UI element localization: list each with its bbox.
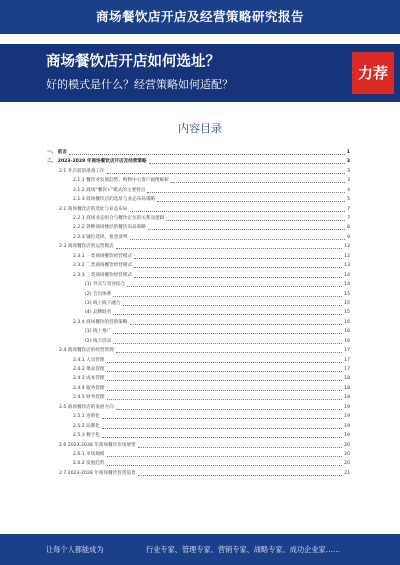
toc-leader-dots: [130, 211, 346, 212]
toc-leader-dots: [107, 371, 343, 372]
toc-entry-page: 13: [344, 263, 350, 269]
toc-entry-page: 21: [344, 470, 350, 476]
toc-entry[interactable]: [47, 365, 350, 374]
toc-entry-label: 2.2.2 各种商场楼层的餐饮布局策略: [73, 225, 146, 231]
toc-entry-page: 8: [347, 225, 350, 231]
toc-entry[interactable]: [47, 403, 350, 412]
toc-leader-dots: [102, 437, 342, 438]
toc-entry-page: 20: [344, 461, 350, 467]
toc-leader-dots: [149, 163, 345, 164]
toc-entry-label: 2.5.3 数字化: [73, 433, 100, 439]
toc-entry[interactable]: [47, 422, 350, 431]
toc-entry-label: 2.5 商场餐饮店的发展方向: [59, 404, 114, 410]
toc-entry[interactable]: [47, 214, 350, 223]
toc-entry-label: 2.4.2 菜品管理: [73, 367, 105, 373]
toc-entry-label: 二、 2023-2028 年商场餐饮店开店及经营策略: [47, 159, 147, 165]
toc-entry-page: 3: [346, 159, 350, 165]
table-of-contents: [47, 148, 350, 478]
toc-entry-page: 19: [344, 404, 350, 410]
toc-leader-dots: [107, 390, 343, 391]
toc-entry-label: 2.3.2 二类商场餐饮经营模式: [73, 263, 133, 269]
toc-leader-dots: [113, 343, 342, 344]
toc-entry-label: 2.5.1 连锁化: [73, 414, 100, 420]
toc-leader-dots: [113, 296, 342, 297]
toc-entry-page: 17: [344, 357, 350, 363]
toc-heading: 内容目录: [178, 122, 222, 135]
toc-entry-page: 20: [344, 451, 350, 457]
toc-leader-dots: [134, 258, 342, 259]
toc-leader-dots: [69, 154, 345, 155]
toc-entry[interactable]: [47, 356, 350, 365]
toc-leader-dots: [102, 428, 342, 429]
toc-entry-label: 2.4.4 服务管理: [73, 385, 105, 391]
toc-entry[interactable]: [47, 346, 350, 355]
toc-entry-page: 7: [347, 206, 350, 212]
toc-leader-dots: [102, 418, 342, 419]
toc-leader-dots: [116, 248, 342, 249]
toc-entry[interactable]: [47, 318, 350, 327]
toc-leader-dots: [130, 239, 346, 240]
toc-entry-label: 2.4.5 财务管理: [73, 395, 105, 401]
toc-entry-page: 14: [344, 282, 350, 288]
toc-entry[interactable]: [47, 167, 350, 176]
toc-entry-label: (2) 线下活动: [85, 338, 112, 344]
page-title: 商场餐饮店开店如何选址？: [46, 54, 220, 70]
toc-entry-page: 14: [344, 272, 350, 278]
toc-entry-page: 1: [346, 149, 350, 155]
toc-entry-page: 19: [344, 433, 350, 439]
toc-leader-dots: [147, 192, 345, 193]
toc-entry-label: 2.6 2023-2028 年商场餐饮市场展望: [59, 442, 136, 448]
toc-entry-label: 2.3.4 商场餐饮的营销策略: [73, 319, 128, 325]
toc-entry[interactable]: [47, 176, 350, 185]
toc-entry[interactable]: [47, 261, 350, 270]
toc-entry-label: 2.3.1 一类商场餐饮经营模式: [73, 253, 133, 259]
toc-entry-page: 16: [344, 319, 350, 325]
toc-entry[interactable]: [47, 469, 350, 478]
toc-entry-page: 18: [344, 385, 350, 391]
toc-entry-label: 2.7 2023-2028 年商场餐饮投资前景: [59, 470, 136, 476]
toc-entry-page: 16: [344, 338, 350, 344]
toc-leader-dots: [116, 352, 342, 353]
toc-entry-page: 12: [344, 253, 350, 259]
toc-entry-page: 9: [347, 234, 350, 240]
toc-entry[interactable]: [47, 195, 350, 204]
toc-leader-dots: [113, 314, 342, 315]
toc-entry-label: 2.1.1 餐饮业发展趋势、购物中心客户画像解析: [73, 178, 169, 184]
toc-entry-label: 2.6.2 发展趋势: [73, 461, 105, 467]
toc-entry[interactable]: [47, 280, 350, 289]
toc-entry[interactable]: [47, 186, 350, 195]
toc-entry-label: (2) 会员体系: [85, 291, 112, 297]
toc-entry-label: 2.1.3 商场餐饮店的选址与业态布局策略: [73, 197, 156, 203]
toc-leader-dots: [123, 305, 343, 306]
toc-entry-label: 一、 前言: [47, 149, 67, 155]
toc-entry-label: 2.3.3 三类商场餐饮经营模式: [73, 272, 133, 278]
toc-entry[interactable]: [47, 412, 350, 421]
toc-entry[interactable]: [47, 242, 350, 251]
toc-entry-page: 15: [344, 310, 350, 316]
toc-entry[interactable]: [47, 224, 350, 233]
toc-entry[interactable]: [47, 431, 350, 440]
toc-entry-page: 3: [347, 168, 350, 174]
toc-entry-page: 15: [344, 300, 350, 306]
toc-entry[interactable]: [47, 459, 350, 468]
toc-leader-dots: [107, 362, 343, 363]
toc-entry[interactable]: [47, 450, 350, 459]
toc-leader-dots: [166, 220, 345, 221]
toc-entry-label: (3) 线上线下融合: [85, 300, 121, 306]
toc-entry[interactable]: [47, 205, 350, 214]
toc-leader-dots: [107, 380, 343, 381]
toc-entry-label: 2.3 商场餐饮店的运营模式: [59, 244, 114, 250]
toc-entry-page: 19: [344, 414, 350, 420]
toc-entry-label: (4) 品牌联名: [85, 310, 112, 316]
toc-leader-dots: [107, 399, 343, 400]
toc-leader-dots: [138, 475, 343, 476]
toc-entry-page: 16: [344, 329, 350, 335]
toc-leader-dots: [171, 182, 345, 183]
toc-entry-label: 2.1 开店前的准备工作: [59, 168, 105, 174]
toc-leader-dots: [138, 447, 343, 448]
toc-leader-dots: [107, 465, 343, 466]
toc-entry-page: 17: [344, 348, 350, 354]
toc-entry-label: 2.5.2 品牌化: [73, 423, 100, 429]
toc-entry[interactable]: [47, 393, 350, 402]
toc-entry-label: (1) 外卖与堂食结合: [85, 282, 126, 288]
toc-entry-page: 15: [344, 291, 350, 297]
toc-leader-dots: [116, 409, 342, 410]
toc-entry[interactable]: [47, 308, 350, 317]
toc-leader-dots: [157, 201, 345, 202]
toc-entry-page: 17: [344, 367, 350, 373]
toc-entry[interactable]: [47, 157, 350, 166]
toc-entry[interactable]: [47, 337, 350, 346]
toc-entry-label: 2.2.1 商场业态组合与餐饮定位的关系及逻辑: [73, 216, 165, 222]
toc-entry[interactable]: [47, 441, 350, 450]
brand-badge: 力荐: [352, 52, 394, 94]
toc-entry-page: 18: [344, 376, 350, 382]
toc-entry-page: 20: [344, 442, 350, 448]
toc-entry-label: 2.4 商场餐饮店的经营管理: [59, 348, 114, 354]
toc-entry-label: 2.4.1 人员管理: [73, 357, 105, 363]
toc-leader-dots: [130, 324, 343, 325]
footer: [0, 534, 400, 565]
toc-leader-dots: [134, 277, 342, 278]
toc-entry-page: 12: [344, 244, 350, 250]
toc-entry[interactable]: [47, 327, 350, 336]
toc-entry-page: 18: [344, 395, 350, 401]
toc-entry-label: 2.1.2 商场“餐饮+”模式的主要特点: [73, 187, 146, 193]
footer-slogan: 让每个人都能成为: [46, 545, 104, 554]
toc-entry[interactable]: [47, 271, 350, 280]
toc-leader-dots: [107, 456, 343, 457]
toc-entry-label: 2.4.3 成本管理: [73, 376, 105, 382]
toc-entry-page: 19: [344, 423, 350, 429]
toc-entry-page: 4: [347, 187, 350, 193]
toc-entry[interactable]: [47, 299, 350, 308]
toc-entry[interactable]: [47, 233, 350, 242]
toc-entry[interactable]: [47, 290, 350, 299]
footer-roles: 行业专家、管理专家、营销专家、战略专家、成功企业家……: [146, 545, 341, 554]
toc-leader-dots: [113, 333, 342, 334]
toc-entry-label: 2.2 商场餐饮店的选址与业态布局: [59, 206, 128, 212]
toc-leader-dots: [127, 286, 342, 287]
toc-leader-dots: [134, 267, 342, 268]
toc-leader-dots: [148, 229, 345, 230]
toc-entry-label: (1) 线上推广: [85, 329, 112, 335]
toc-leader-dots: [107, 173, 346, 174]
toc-entry-page: 3: [347, 178, 350, 184]
toc-entry[interactable]: [47, 375, 350, 384]
toc-entry[interactable]: [47, 148, 350, 157]
page-subtitle: 好的模式是什么？经营策略如何适配？: [46, 78, 233, 91]
toc-entry-page: 7: [347, 216, 350, 222]
toc-entry[interactable]: [47, 252, 350, 261]
report-banner: 商场餐饮店开店及经营策略研究报告: [0, 0, 400, 34]
toc-entry-page: 5: [347, 197, 350, 203]
toc-entry-label: 2.6.1 市场规模: [73, 451, 105, 457]
toc-entry[interactable]: [47, 384, 350, 393]
toc-entry-label: 2.2.3 铺位选择、租金谈判: [73, 234, 128, 240]
